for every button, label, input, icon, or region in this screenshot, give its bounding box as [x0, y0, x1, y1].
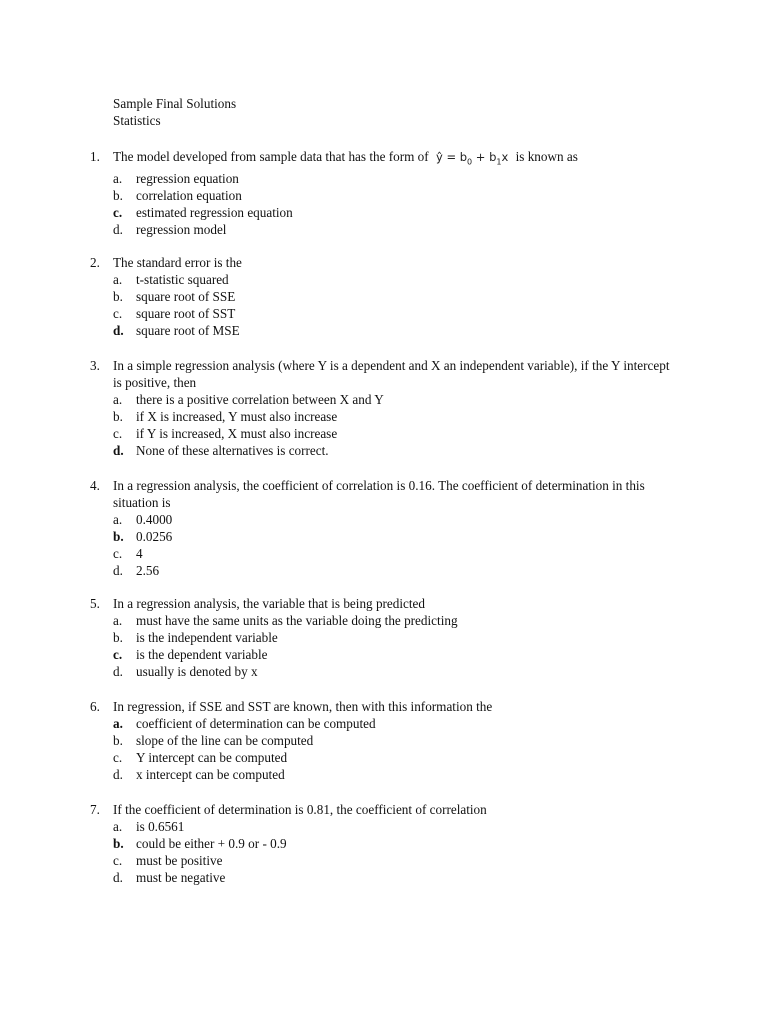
document-title: Sample Final Solutions [113, 96, 237, 111]
option-d: d. None of these alternatives is correct. [113, 443, 329, 458]
question-stem [90, 254, 670, 271]
question-stem [90, 357, 670, 391]
question-text: If the coefficient of determination is 0.81, the coefficient of correlation [113, 802, 487, 817]
option-b: b. could be either + 0.9 or - 0.9 [113, 836, 287, 851]
option-a: a. is 0.6561 [113, 819, 185, 834]
option-d: d. x intercept can be computed [113, 767, 285, 782]
option-b: b. square root of SSE [113, 289, 236, 304]
question-3 [90, 357, 670, 459]
option-b: b. correlation equation [113, 188, 242, 204]
option-d: d. square root of MSE [113, 323, 240, 338]
question-number: 6. [90, 699, 100, 714]
option-b: b. 0.0256 [113, 529, 173, 544]
question-text: In a regression analysis, the coefficient of correlation is 0.16. The coefficient of determination in this situation is [113, 478, 645, 510]
option-c: c. must be positive [113, 853, 223, 868]
question-text: In a regression analysis, the variable that is being predicted [113, 596, 425, 611]
option-a: a. 0.4000 [113, 512, 173, 527]
question-1 [90, 148, 670, 238]
option-c: c. Y intercept can be computed [113, 750, 288, 765]
question-text-continued: is known as [515, 149, 578, 164]
question-7 [90, 801, 670, 886]
question-4 [90, 477, 670, 579]
question-text: The standard error is the [113, 255, 242, 270]
option-d: d. regression model [113, 222, 227, 238]
question-number: 1. [90, 149, 100, 164]
option-a: a. there is a positive correlation between X and Y [113, 392, 384, 407]
option-b: b. if X is increased, Y must also increase [113, 409, 338, 424]
question-text: The model developed from sample data that has the form of [113, 149, 429, 164]
question-6 [90, 698, 670, 783]
question-stem [90, 698, 670, 715]
option-c: c. if Y is increased, X must also increase [113, 426, 338, 441]
question-stem [90, 477, 670, 511]
option-c: c. 4 [113, 546, 143, 561]
document-header [113, 95, 236, 129]
document-subtitle: Statistics [113, 113, 161, 128]
option-c: c. estimated regression equation [113, 205, 293, 221]
question-2 [90, 254, 670, 339]
question-number: 5. [90, 596, 100, 611]
question-5 [90, 595, 670, 680]
option-c: c. square root of SST [113, 306, 236, 321]
option-a: a. must have the same units as the variable doing the predicting [113, 613, 458, 628]
question-number: 7. [90, 802, 100, 817]
question-text: In regression, if SSE and SST are known, then with this information the [113, 699, 493, 714]
regression-formula: ŷ = $b_0 + b_1x$ [435, 150, 509, 167]
option-c: c. is the dependent variable [113, 647, 268, 662]
question-stem [90, 595, 670, 612]
question-number: 3. [90, 358, 100, 373]
option-a: a. coefficient of determination can be computed [113, 716, 376, 731]
question-stem [90, 801, 670, 818]
option-d: d. usually is denoted by x [113, 664, 258, 679]
option-a: a. t-statistic squared [113, 272, 229, 287]
question-stem [90, 148, 670, 170]
question-number: 4. [90, 478, 100, 493]
option-d: d. 2.56 [113, 563, 160, 578]
option-d: d. must be negative [113, 870, 226, 885]
question-number: 2. [90, 255, 100, 270]
option-a: a. regression equation [113, 171, 239, 187]
option-b: b. slope of the line can be computed [113, 733, 314, 748]
question-text: In a simple regression analysis (where Y is a dependent and X an independent variable), if the Y intercept is positive, then [113, 358, 670, 390]
option-b: b. is the independent variable [113, 630, 278, 645]
